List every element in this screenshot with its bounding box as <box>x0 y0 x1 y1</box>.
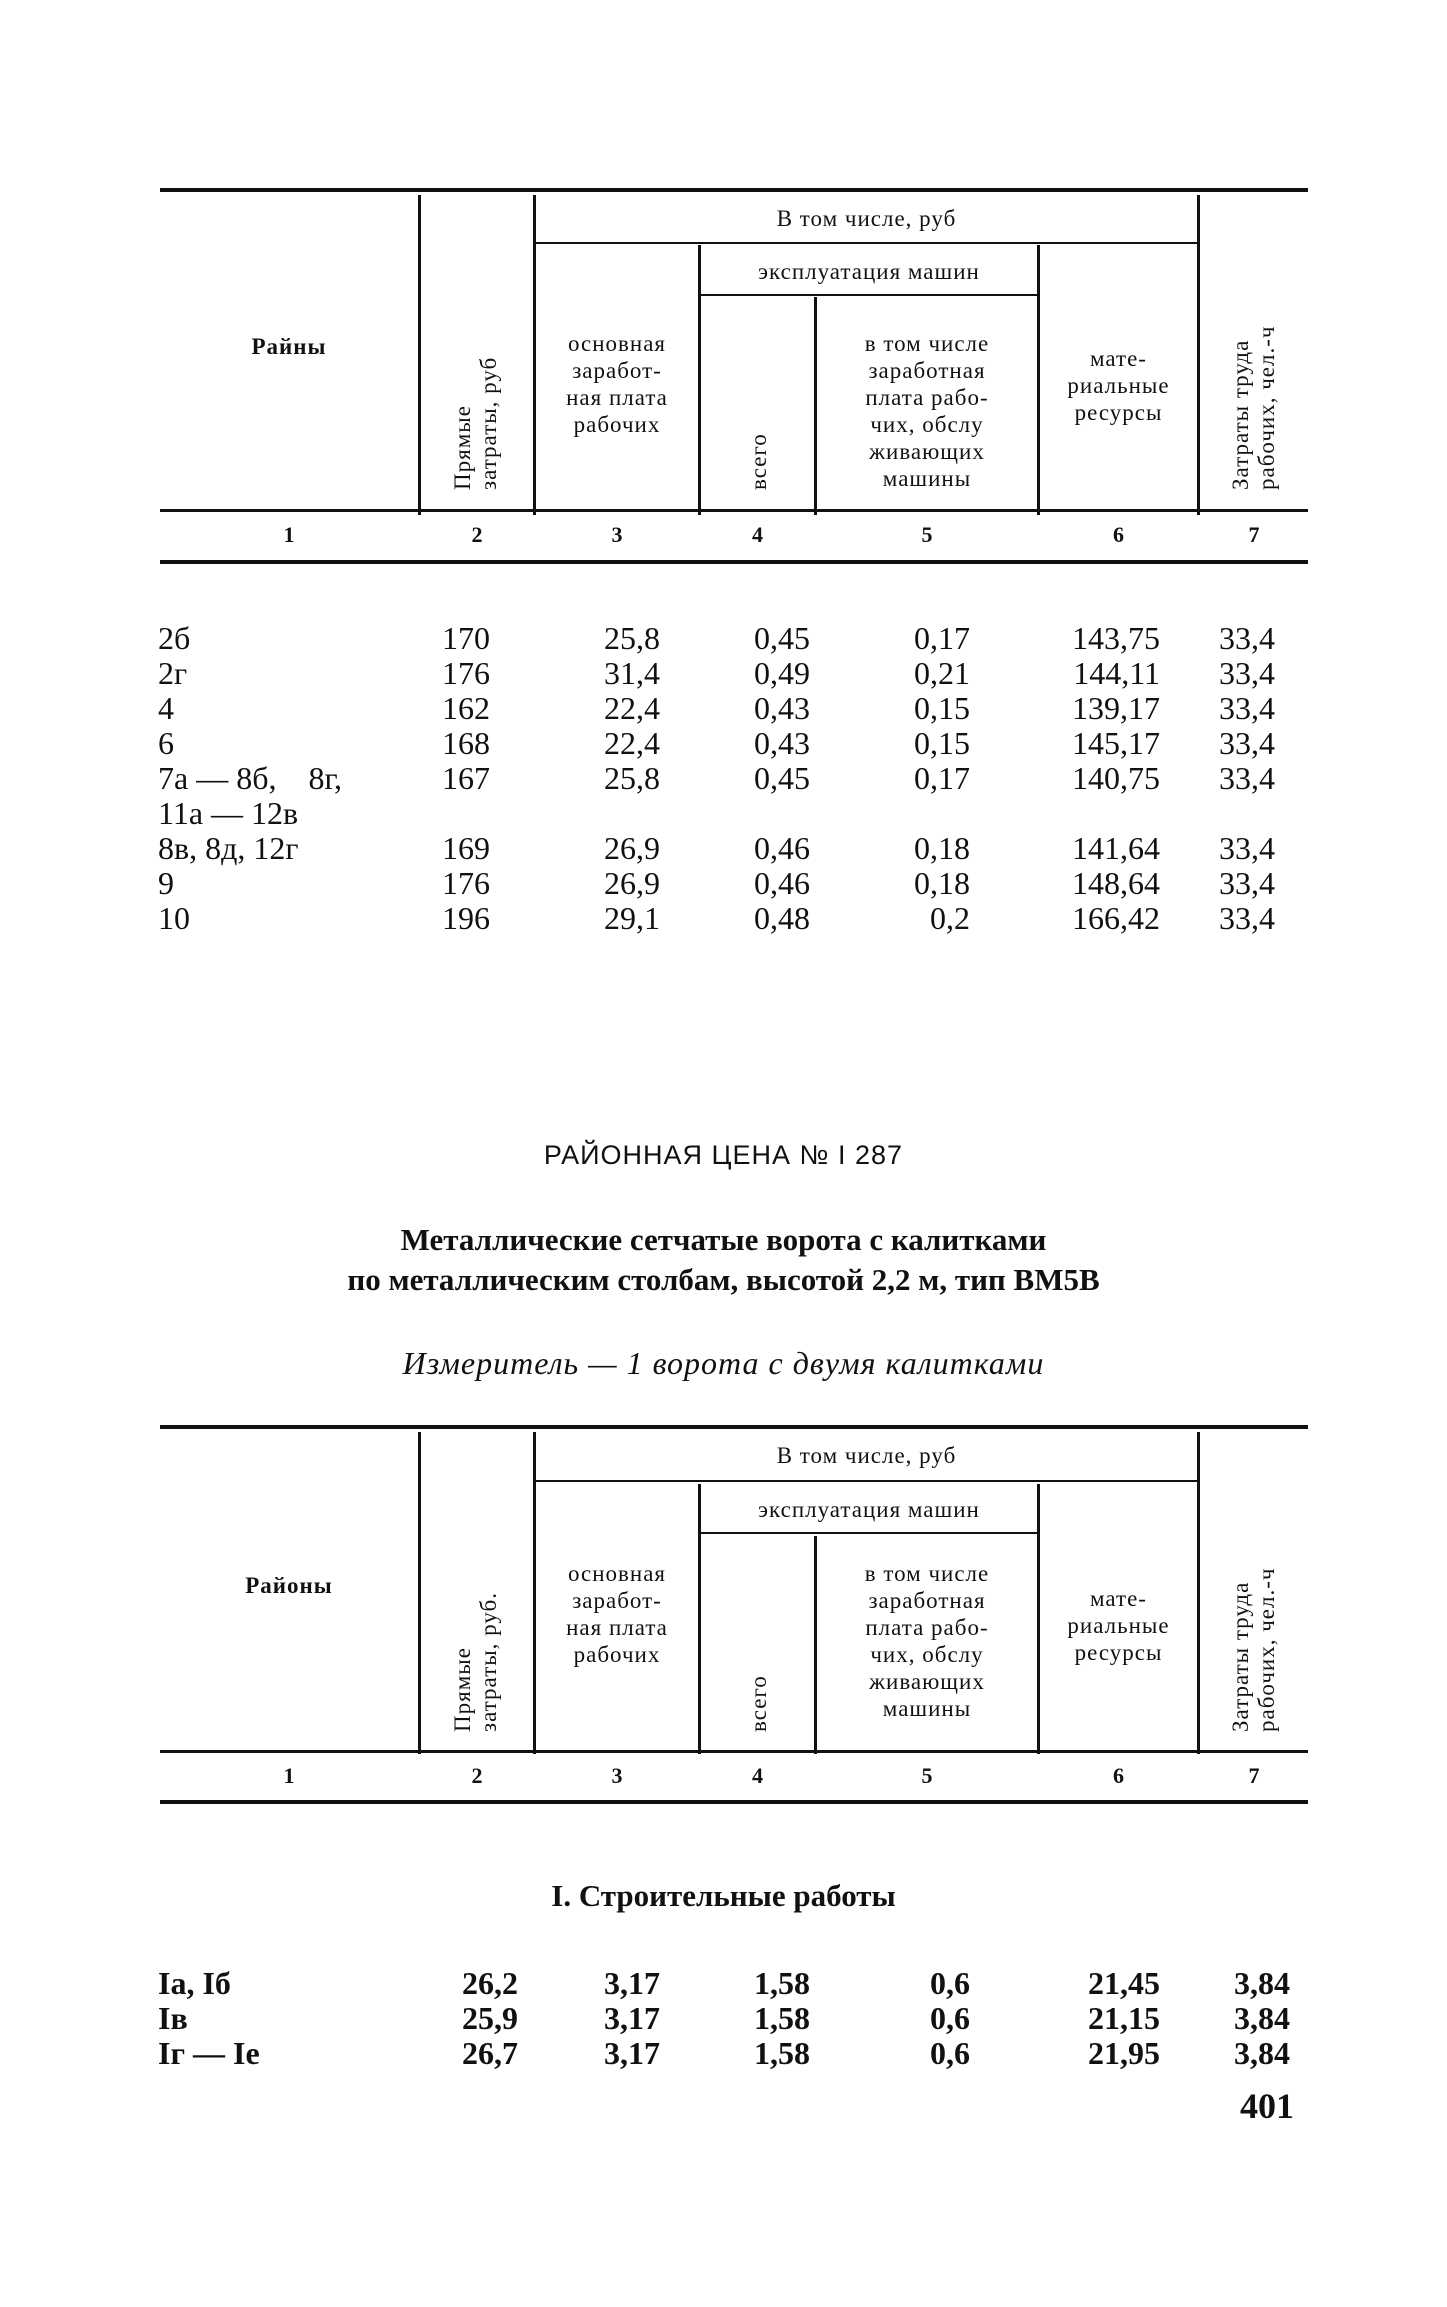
table1-colnum-3: 3 <box>611 522 623 547</box>
table1-colnum-7: 7 <box>1248 522 1260 547</box>
table1-header-labor: Затраты труда рабочих, чел.-ч <box>1228 325 1279 490</box>
table1-header-direct-costs: Прямые затраты, руб <box>450 356 501 490</box>
table2-header-direct-costs: Прямые затраты, руб. <box>450 1592 501 1732</box>
page-number: 401 <box>1240 2086 1294 2126</box>
table1-header-total: всего <box>746 433 771 490</box>
table1-colnum-6: 6 <box>1113 522 1124 547</box>
table1-colnum-4: 4 <box>752 522 763 547</box>
table1-header-basic-wage: основная заработ- ная плата рабочих <box>566 331 668 437</box>
table1-header-materials: мате- риальные ресурсы <box>1067 346 1170 425</box>
section-title-line1: Металлические сетчатые ворота с калитками <box>400 1222 1047 1257</box>
region: 7а — 8б, 8г, <box>158 760 342 796</box>
region: Iг — Iе <box>158 2035 260 2071</box>
region: 10 <box>158 900 190 936</box>
region: Iв <box>158 2000 188 2036</box>
table1-colnum-1: 1 <box>283 522 295 547</box>
table2-colnum-4: 4 <box>752 1763 763 1788</box>
table2-colnum-6: 6 <box>1113 1763 1124 1788</box>
table2-header-total: всего <box>746 1675 771 1732</box>
measure-line: Измеритель — 1 ворота с двумя калитками <box>402 1345 1045 1381</box>
region: 11а — 12в <box>158 795 299 831</box>
section-title-line2: по металлическим столбам, высотой 2,2 м, тип ВМ5В <box>347 1262 1100 1297</box>
table2-colnum-1: 1 <box>283 1763 295 1788</box>
region: 9 <box>158 865 174 901</box>
table2-header-labor: Затраты труда рабочих, чел.-ч <box>1228 1567 1279 1732</box>
subheading: I. Строительные работы <box>551 1878 896 1913</box>
region: 6 <box>158 725 174 761</box>
table1-header-incl: В том числе, руб <box>776 206 957 231</box>
region: 4 <box>158 690 174 726</box>
table2-colnum-2: 2 <box>471 1763 483 1788</box>
table1-colnum-5: 5 <box>921 522 933 547</box>
table2-header-incl: В том числе, руб <box>776 1443 957 1468</box>
region: 8в, 8д, 12г <box>158 830 299 866</box>
table2-colnum-3: 3 <box>611 1763 623 1788</box>
price-number: РАЙОННАЯ ЦЕНА № I 287 <box>543 1140 904 1170</box>
table2-header-materials: мате- риальные ресурсы <box>1067 1586 1170 1665</box>
table1-colnum-2: 2 <box>471 522 483 547</box>
region: Iа, Iб <box>158 1965 231 2001</box>
table2-header-incl-wage: в том числе заработная плата рабо- чих, обслу живающих машины <box>864 1561 990 1721</box>
table2-header-machines: эксплуатация машин <box>758 1497 980 1522</box>
table2-colnum-7: 7 <box>1248 1763 1260 1788</box>
table1-header-regions: Райны <box>251 334 327 359</box>
table2-header-regions: Районы <box>245 1573 333 1598</box>
table2-colnum-5: 5 <box>921 1763 933 1788</box>
table2-header-basic-wage: основная заработ- ная плата рабочих <box>566 1561 668 1667</box>
region: 2б <box>158 620 191 656</box>
table1-header-machines: эксплуатация машин <box>758 259 980 284</box>
table1-header-incl-wage: в том числе заработная плата рабо- чих, обслу живающих машины <box>864 331 990 491</box>
region: 2г <box>158 655 188 691</box>
